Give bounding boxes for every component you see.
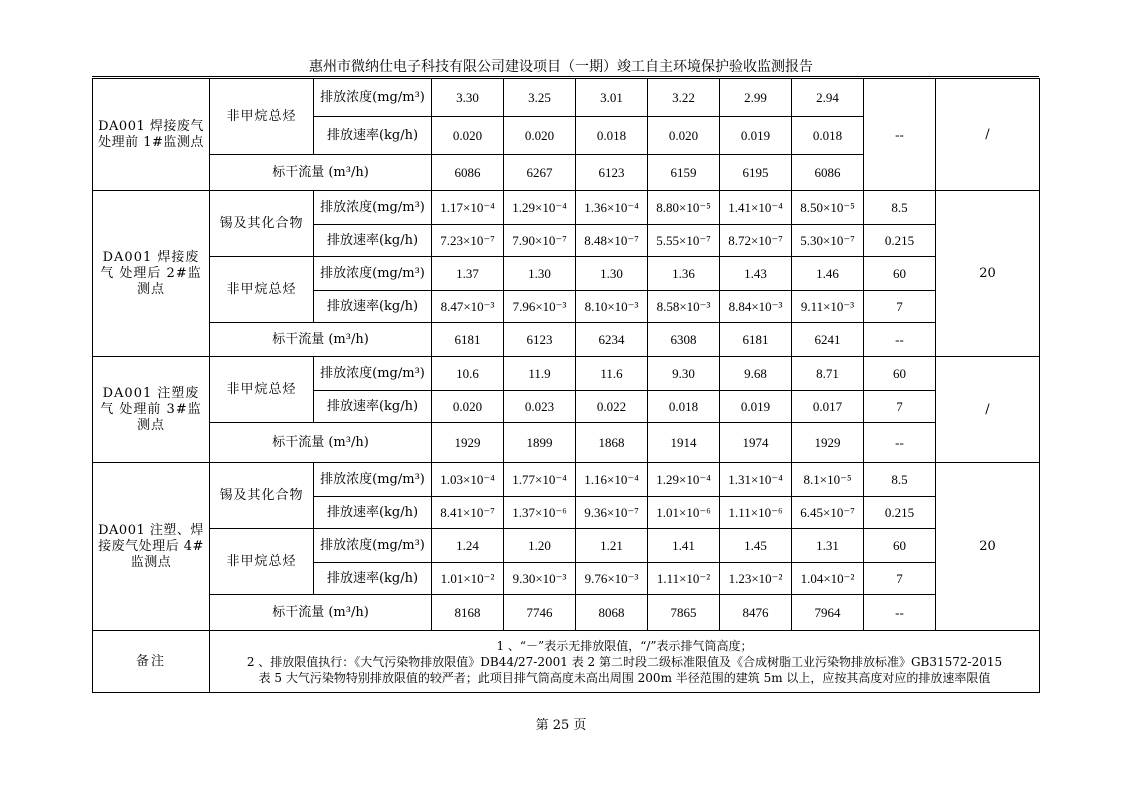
measured-value: 8.84×10⁻³ [720,291,792,323]
flow-value: 6086 [792,155,864,191]
measured-value: 1.01×10⁻² [432,563,504,595]
limit-value: 60 [864,257,936,291]
table-row [93,463,1040,497]
measured-value: 1.36 [648,257,720,291]
measured-value: 7.23×10⁻⁷ [432,225,504,257]
parameter-label: 排放浓度(mg/m³) [314,79,432,117]
flow-value: 1929 [792,423,864,463]
measured-value: 1.31 [792,529,864,563]
measured-value: 0.018 [648,391,720,423]
stack-height: / [936,79,1040,191]
measured-value: 2.99 [720,79,792,117]
measured-value: 10.6 [432,357,504,391]
measured-value: 1.37×10⁻⁶ [504,497,576,529]
flow-value: 8476 [720,595,792,631]
monitoring-point-label: DA001 注塑、焊接废气处理后 4#监测点 [93,463,210,631]
measured-value: 1.30 [504,257,576,291]
flow-value: 6159 [648,155,720,191]
measured-value: 9.30 [648,357,720,391]
flow-value: 6195 [720,155,792,191]
measured-value: 3.25 [504,79,576,117]
table-row [93,595,1040,631]
flow-value: 6123 [504,323,576,357]
flow-value: 8168 [432,595,504,631]
measured-value: 0.023 [504,391,576,423]
measured-value: 1.21 [576,529,648,563]
flow-value: 1914 [648,423,720,463]
measured-value: 8.58×10⁻³ [648,291,720,323]
pollutant-name: 锡及其化合物 [210,191,314,257]
flow-value: 6181 [720,323,792,357]
flow-value: 6123 [576,155,648,191]
measured-value: 1.23×10⁻² [720,563,792,595]
flow-value: 7746 [504,595,576,631]
measured-value: 1.01×10⁻⁶ [648,497,720,529]
parameter-label: 排放浓度(mg/m³) [314,257,432,291]
pollutant-name: 非甲烷总烃 [210,79,314,155]
measured-value: 6.45×10⁻⁷ [792,497,864,529]
page-number: 第 25 页 [535,718,587,733]
measured-value: 1.11×10⁻⁶ [720,497,792,529]
measured-value: 8.80×10⁻⁵ [648,191,720,225]
notes-row [93,631,1040,693]
limit-value: 0.215 [864,225,936,257]
parameter-label: 排放速率(kg/h) [314,225,432,257]
measured-value: 8.71 [792,357,864,391]
measured-value: 1.37 [432,257,504,291]
flow-value: 1868 [576,423,648,463]
monitoring-point-label: DA001 焊接废气 处理后 2#监测点 [93,191,210,357]
limit-value: 60 [864,529,936,563]
measured-value: 1.45 [720,529,792,563]
measured-value: 8.48×10⁻⁷ [576,225,648,257]
notes-label: 备注 [93,631,210,693]
measured-value: 8.41×10⁻⁷ [432,497,504,529]
measured-value: 0.020 [648,117,720,155]
measured-value: 5.30×10⁻⁷ [792,225,864,257]
flow-value: 7865 [648,595,720,631]
measured-value: 1.43 [720,257,792,291]
flow-value: 6267 [504,155,576,191]
measured-value: 8.72×10⁻⁷ [720,225,792,257]
table-row [93,357,1040,391]
flow-limit: -- [864,595,936,631]
flow-value: 6308 [648,323,720,357]
pollutant-name: 锡及其化合物 [210,463,314,529]
measured-value: 1.77×10⁻⁴ [504,463,576,497]
measured-value: 8.50×10⁻⁵ [792,191,864,225]
note-line: 表 5 大气污染物特别排放限值的较严者；此项目排气筒高度未高出周围 200m 半径范围的建筑 5m 以上，应按其高度对应的排放速率限值 [258,670,991,685]
flow-label: 标干流量 (m³/h) [210,423,432,463]
measured-value: 9.68 [720,357,792,391]
table-row [93,257,1040,291]
measured-value: 1.24 [432,529,504,563]
table-row [93,423,1040,463]
measured-value: 9.36×10⁻⁷ [576,497,648,529]
limit-value: 8.5 [864,463,936,497]
measured-value: 1.46 [792,257,864,291]
parameter-label: 排放浓度(mg/m³) [314,357,432,391]
limit-value: 8.5 [864,191,936,225]
measured-value: 0.020 [504,117,576,155]
table-row [93,191,1040,225]
parameter-label: 排放浓度(mg/m³) [314,529,432,563]
table-row [93,323,1040,357]
measured-value: 1.29×10⁻⁴ [504,191,576,225]
limit-value: -- [864,79,936,191]
limit-value: 60 [864,357,936,391]
measured-value: 0.019 [720,391,792,423]
parameter-label: 排放浓度(mg/m³) [314,463,432,497]
pollutant-name: 非甲烷总烃 [210,357,314,423]
monitoring-table [92,78,1040,693]
flow-label: 标干流量 (m³/h) [210,323,432,357]
flow-value: 6234 [576,323,648,357]
measured-value: 1.16×10⁻⁴ [576,463,648,497]
measured-value: 3.22 [648,79,720,117]
flow-value: 1974 [720,423,792,463]
measured-value: 2.94 [792,79,864,117]
measured-value: 3.01 [576,79,648,117]
measured-value: 8.47×10⁻³ [432,291,504,323]
note-line: 2 、排放限值执行：《大气污染物排放限值》DB44/27-2001 表 2 第二时段二级标准限值及《合成树脂工业污染物排放标准》GB31572-2015 [246,654,1003,669]
flow-value: 7964 [792,595,864,631]
parameter-label: 排放速率(kg/h) [314,391,432,423]
measured-value: 11.6 [576,357,648,391]
limit-value: 7 [864,391,936,423]
measured-value: 1.29×10⁻⁴ [648,463,720,497]
monitoring-point-label: DA001 焊接废气处理前 1#监测点 [93,79,210,191]
flow-label: 标干流量 (m³/h) [210,155,432,191]
measured-value: 0.017 [792,391,864,423]
measured-value: 0.020 [432,117,504,155]
limit-value: 0.215 [864,497,936,529]
flow-value: 6086 [432,155,504,191]
measured-value: 1.41 [648,529,720,563]
stack-height: / [936,357,1040,463]
measured-value: 0.022 [576,391,648,423]
measured-value: 1.04×10⁻² [792,563,864,595]
parameter-label: 排放速率(kg/h) [314,497,432,529]
measured-value: 1.11×10⁻² [648,563,720,595]
flow-value: 6181 [432,323,504,357]
measured-value: 8.10×10⁻³ [576,291,648,323]
measured-value: 1.36×10⁻⁴ [576,191,648,225]
monitoring-point-label: DA001 注塑废气 处理前 3#监测点 [93,357,210,463]
parameter-label: 排放速率(kg/h) [314,291,432,323]
parameter-label: 排放速率(kg/h) [314,117,432,155]
note-line: 1 、“－”表示无排放限值，“/”表示排气筒高度； [496,638,753,653]
header-rule [92,76,1039,77]
flow-value: 8068 [576,595,648,631]
measured-value: 9.11×10⁻³ [792,291,864,323]
measured-value: 0.020 [432,391,504,423]
measured-value: 0.019 [720,117,792,155]
measured-value: 9.30×10⁻³ [504,563,576,595]
flow-value: 1899 [504,423,576,463]
measured-value: 1.41×10⁻⁴ [720,191,792,225]
stack-height: 20 [936,463,1040,631]
flow-label: 标干流量 (m³/h) [210,595,432,631]
measured-value: 1.20 [504,529,576,563]
flow-limit: -- [864,423,936,463]
measured-value: 8.1×10⁻⁵ [792,463,864,497]
pollutant-name: 非甲烷总烃 [210,257,314,323]
flow-value: 1929 [432,423,504,463]
table-row [93,79,1040,117]
measured-value: 0.018 [792,117,864,155]
table-row [93,529,1040,563]
limit-value: 7 [864,291,936,323]
flow-value: 6241 [792,323,864,357]
measured-value: 1.31×10⁻⁴ [720,463,792,497]
stack-height: 20 [936,191,1040,357]
measured-value: 11.9 [504,357,576,391]
pollutant-name: 非甲烷总烃 [210,529,314,595]
parameter-label: 排放浓度(mg/m³) [314,191,432,225]
limit-value: 7 [864,563,936,595]
measured-value: 0.018 [576,117,648,155]
flow-limit: -- [864,323,936,357]
measured-value: 7.90×10⁻⁷ [504,225,576,257]
measured-value: 1.17×10⁻⁴ [432,191,504,225]
notes-content [210,631,1040,693]
measured-value: 9.76×10⁻³ [576,563,648,595]
measured-value: 5.55×10⁻⁷ [648,225,720,257]
report-title: 惠州市微纳仕电子科技有限公司建设项目（一期）竣工自主环境保护验收监测报告 [309,59,813,75]
measured-value: 3.30 [432,79,504,117]
parameter-label: 排放速率(kg/h) [314,563,432,595]
measured-value: 1.03×10⁻⁴ [432,463,504,497]
measured-value: 1.30 [576,257,648,291]
measured-value: 7.96×10⁻³ [504,291,576,323]
